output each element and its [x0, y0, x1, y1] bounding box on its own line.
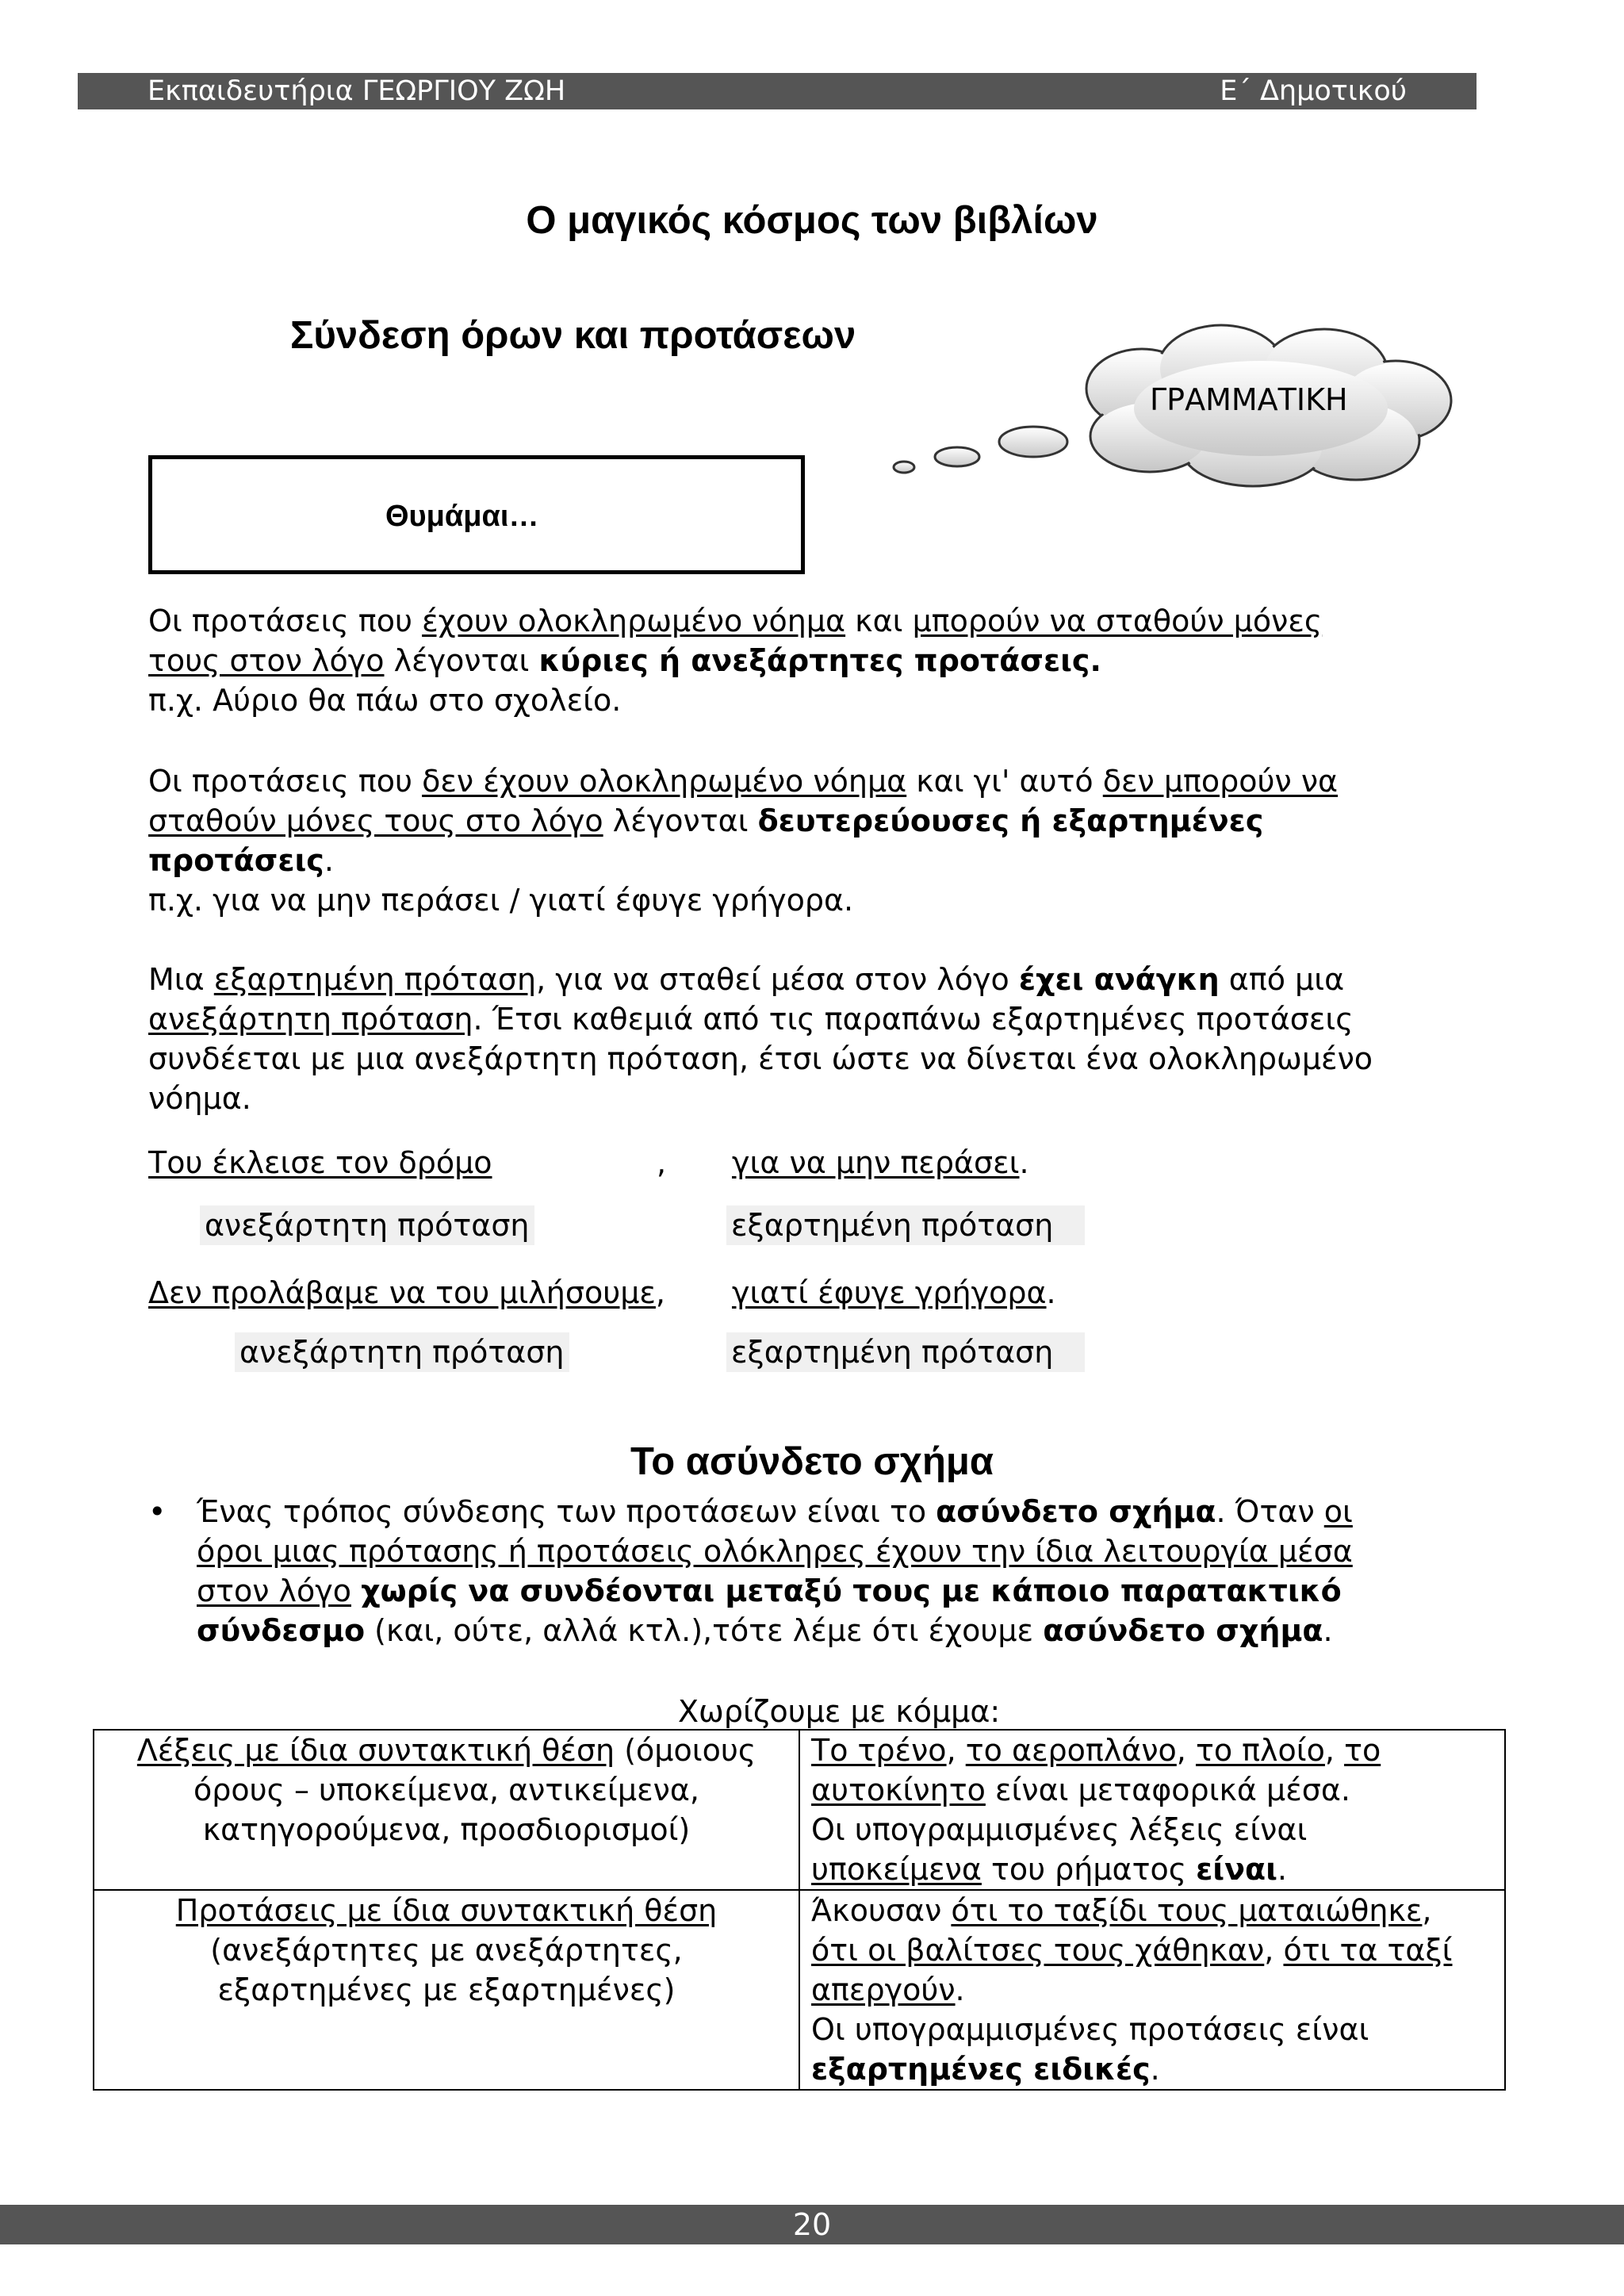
paragraph-main-clauses: Οι προτάσεις που έχουν ολοκληρωμένο νόημα και μπορούν να σταθούν μόνες τους στον λόγο λέγονται κύριες ή ανεξάρτητες προτάσεις. π.χ. Αύριο θα πάω στο σχολείο. — [148, 601, 1465, 720]
asyndeton-table — [93, 1729, 1506, 2091]
table-cell: Το τρένο, το αεροπλάνο, το πλοίο, το αυτοκίνητο είναι μεταφορικά μέσα. Οι υπογραμμισμένες λέξεις είναι υποκείμενα του ρήματος είναι. — [799, 1730, 1505, 1890]
example-main-2: Δεν προλάβαμε να του μιλήσουμε, — [148, 1275, 666, 1310]
remember-box — [148, 455, 805, 574]
asyndeton-definition: Ένας τρόπος σύνδεσης των προτάσεων είναι το ασύνδετο σχήμα. Όταν οι όροι μιας πρότασης ή προτάσεις ολόκληρες έχουν την ίδια λειτουργία μέσα στον λόγο χωρίς να συνδέονται μεταξύ τους με κάποιο παρατακτικό σύνδεσμο (και, ούτε, αλλά κτλ.),τότε λέμε ότι έχουμε ασύνδετο σχήμα. — [197, 1494, 1353, 1648]
section-title-asyndeton: Το ασύνδετο σχήμα — [630, 1440, 994, 1483]
example-main-1: Του έκλεισε τον δρόμο — [148, 1145, 492, 1180]
cloud-label: ΓΡΑΜΜΑΤΙΚΗ — [1150, 382, 1348, 417]
paragraph-dependent-clauses: Οι προτάσεις που δεν έχουν ολοκληρωμένο νόημα και γι' αυτό δεν μπορούν να σταθούν μόνες τους στο λόγο λέγονται δευτερεύουσες ή εξαρτημένες προτάσεις. π.χ. για να μην περάσει / γιατί έφυγε γρήγορα. — [148, 761, 1465, 920]
page-title: Ο μαγικός κόσμος των βιβλίων — [526, 199, 1098, 242]
label-independent-2: ανεξάρτητη πρόταση — [235, 1332, 569, 1372]
table-row — [94, 1730, 1505, 1890]
table-cell: Προτάσεις με ίδια συντακτική θέση (ανεξάρτητες με ανεξάρτητες, εξαρτημένες με εξαρτημένες) — [94, 1890, 799, 2090]
example-line: π.χ. Αύριο θα πάω στο σχολείο. — [148, 683, 622, 718]
header-grade: Ε΄ Δημοτικού — [1220, 75, 1407, 107]
example-line: π.χ. για να μην περάσει / γιατί έφυγε γρήγορα. — [148, 883, 854, 918]
table-caption: Χωρίζουμε με κόμμα: — [678, 1694, 1001, 1729]
bullet-icon: • — [148, 1494, 167, 1529]
table-cell: Άκουσαν ότι το ταξίδι τους ματαιώθηκε, ότι οι βαλίτσες τους χάθηκαν, ότι τα ταξί απεργούν. Οι υπογραμμισμένες προτάσεις είναι εξαρτημένες ειδικές. — [799, 1890, 1505, 2090]
table-row — [94, 1890, 1505, 2090]
header-school: Εκπαιδευτήρια ΓΕΩΡΓΙΟΥ ΖΩΗ — [147, 75, 566, 107]
label-dependent-2: εξαρτημένη πρόταση — [726, 1332, 1085, 1372]
example-dep-2: γιατί έφυγε γρήγορα. — [732, 1275, 1056, 1310]
page-footer — [0, 2205, 1624, 2244]
example-dep-1: για να μην περάσει. — [732, 1145, 1029, 1180]
example-sep-1: , — [657, 1145, 667, 1180]
paragraph-dependency: Μια εξαρτημένη πρόταση, για να σταθεί μέσα στον λόγο έχει ανάγκη από μια ανεξάρτητη πρόταση. Έτσι καθεμιά από τις παραπάνω εξαρτημένες προτάσεις συνδέεται με μια ανεξάρτητη πρόταση, έτσι ώστε να δίνεται ένα ολοκληρωμένο νόημα. — [148, 962, 1373, 1116]
remember-box-label: Θυμάμαι… — [385, 500, 539, 533]
page-number: 20 — [792, 2207, 832, 2242]
label-independent-1: ανεξάρτητη πρόταση — [200, 1205, 534, 1245]
table-cell: Λέξεις με ίδια συντακτική θέση (όμοιους όρους – υποκείμενα, αντικείμενα, κατηγορούμενα, προσδιορισμοί) — [94, 1730, 799, 1890]
page-header — [78, 73, 1477, 109]
section-subtitle: Σύνδεση όρων και προτάσεων — [290, 314, 856, 357]
label-dependent-1: εξαρτημένη πρόταση — [726, 1205, 1085, 1245]
